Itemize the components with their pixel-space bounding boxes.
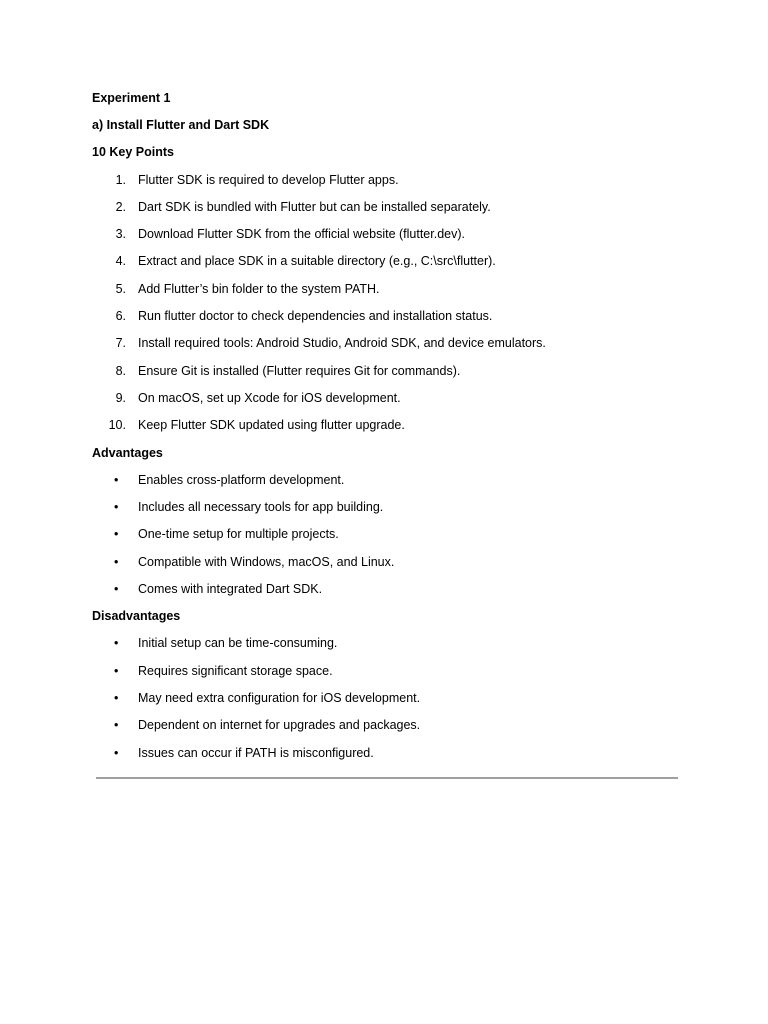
list-item (92, 170, 682, 190)
list-item (92, 497, 682, 517)
list-item (92, 552, 682, 572)
list-number: 2. (115, 199, 126, 214)
list-item (92, 743, 682, 763)
list-item-text: Run flutter doctor to check dependencies and installation status. (138, 309, 493, 324)
bullet-icon: • (114, 527, 119, 542)
list-item-text: One-time setup for multiple projects. (138, 527, 339, 542)
list-item (92, 306, 682, 326)
list-item (92, 197, 682, 217)
list-item (92, 633, 682, 653)
list-item-text: Initial setup can be time-consuming. (138, 636, 338, 651)
horizontal-rule (96, 777, 678, 779)
list-item (92, 333, 682, 353)
list-number: 3. (115, 227, 126, 242)
list-number: 10. (108, 418, 126, 433)
list-number: 6. (115, 309, 126, 324)
list-item (92, 279, 682, 299)
list-item (92, 224, 682, 244)
list-item-text: Dependent on internet for upgrades and packages. (138, 718, 421, 733)
list-item (92, 579, 682, 599)
document-page (92, 88, 682, 770)
bullet-icon: • (114, 581, 119, 596)
list-number: 5. (115, 281, 126, 296)
list-item-text: Extract and place SDK in a suitable directory (e.g., C:\src\flutter). (138, 254, 496, 269)
list-item-text: On macOS, set up Xcode for iOS development. (138, 390, 401, 405)
bullet-icon: • (114, 690, 119, 705)
list-item (92, 661, 682, 681)
list-item (92, 415, 682, 435)
list-item-text: Flutter SDK is required to develop Flutter apps. (138, 172, 399, 187)
list-item-text: Comes with integrated Dart SDK. (138, 581, 323, 596)
bullet-icon: • (114, 663, 119, 678)
list-item-text: Install required tools: Android Studio, Android SDK, and device emulators. (138, 336, 546, 351)
key-points-heading: 10 Key Points (92, 145, 174, 160)
advantages-heading: Advantages (92, 445, 163, 460)
list-item (92, 388, 682, 408)
list-number: 1. (115, 172, 126, 187)
list-item-text: Download Flutter SDK from the official website (flutter.dev). (138, 227, 465, 242)
disadvantages-heading: Disadvantages (92, 609, 181, 624)
list-item (92, 524, 682, 544)
bullet-icon: • (114, 554, 119, 569)
list-number: 9. (115, 390, 126, 405)
list-number: 8. (115, 363, 126, 378)
list-item-text: Issues can occur if PATH is misconfigured. (138, 745, 374, 760)
list-item-text: Ensure Git is installed (Flutter requires Git for commands). (138, 363, 461, 378)
list-item-text: Includes all necessary tools for app building. (138, 500, 384, 515)
bullet-icon: • (114, 718, 119, 733)
bullet-icon: • (114, 745, 119, 760)
disadvantages-list (92, 633, 682, 762)
list-item-text: Enables cross-platform development. (138, 472, 345, 487)
section-subtitle: a) Install Flutter and Dart SDK (92, 118, 270, 133)
bullet-icon: • (114, 636, 119, 651)
bullet-icon: • (114, 500, 119, 515)
list-item-text: Compatible with Windows, macOS, and Linux. (138, 554, 395, 569)
list-item (92, 361, 682, 381)
key-points-list (92, 170, 682, 436)
list-item (92, 470, 682, 490)
list-item (92, 688, 682, 708)
bullet-icon: • (114, 472, 119, 487)
list-number: 4. (115, 254, 126, 269)
list-item-text: Dart SDK is bundled with Flutter but can be installed separately. (138, 199, 491, 214)
advantages-list (92, 470, 682, 599)
list-item-text: May need extra configuration for iOS development. (138, 690, 421, 705)
list-number: 7. (115, 336, 126, 351)
list-item-text: Keep Flutter SDK updated using flutter upgrade. (138, 418, 405, 433)
list-item-text: Requires significant storage space. (138, 663, 333, 678)
list-item (92, 251, 682, 271)
list-item (92, 715, 682, 735)
list-item-text: Add Flutter’s bin folder to the system PATH. (138, 281, 380, 296)
experiment-title: Experiment 1 (92, 91, 171, 105)
